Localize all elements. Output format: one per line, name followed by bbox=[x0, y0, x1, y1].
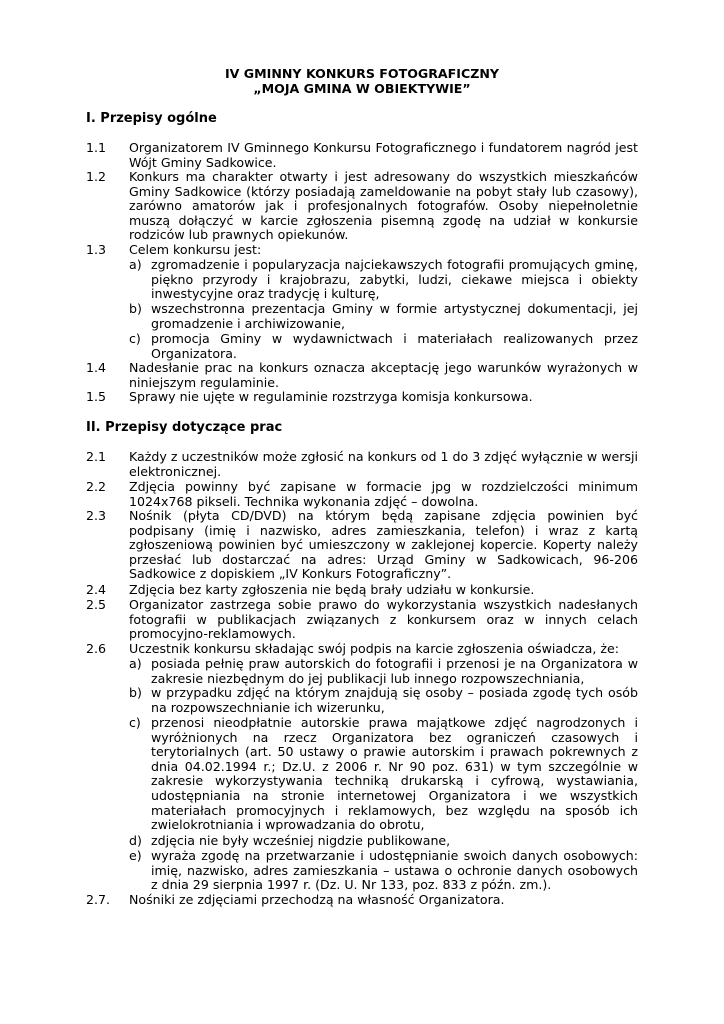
sub-item-text: zgromadzenie i popularyzacja najciekawszych fotografii promujących gminę, piękno przyrody i krajobrazu, zabytki, ludzi, ciekawe miejsca i obiekty inwestycyjne oraz tradycję i kulturę, bbox=[151, 257, 638, 302]
sub-item-letter: b) bbox=[129, 301, 142, 316]
list-item-1-1 bbox=[86, 141, 638, 170]
sub-item-text: promocja Gminy w wydawnictwach i materiałach realizowanych przez Organizatora. bbox=[151, 331, 638, 361]
list-item-2-4 bbox=[86, 583, 638, 598]
list-item-1-2 bbox=[86, 170, 638, 243]
sub-item-letter: a) bbox=[129, 257, 142, 272]
item-text: Organizatorem IV Gminnego Konkursu Fotograficznego i fundatorem nagród jest Wójt Gminy Sadkowice. bbox=[129, 140, 638, 170]
sub-item-2-6-d bbox=[129, 834, 638, 849]
section-1-heading: I. Przepisy ogólne bbox=[86, 111, 217, 126]
sub-item-text: wszechstronna prezentacja Gminy w formie artystycznej dokumentacji, jej gromadzenie i archiwizowanie, bbox=[151, 301, 638, 331]
document-title-line2: „MOJA GMINA W OBIEKTYWIE” bbox=[253, 81, 471, 96]
sub-item-text: posiada pełnię praw autorskich do fotografii i przenosi je na Organizatora w zakresie niezbędnym do jej publikacji lub innego rozpowszechniania, bbox=[151, 656, 638, 686]
item-number: 2.1 bbox=[86, 449, 107, 464]
section-2-heading: II. Przepisy dotyczące prac bbox=[86, 420, 283, 435]
list-item-1-3 bbox=[86, 243, 638, 258]
list-item-2-2 bbox=[86, 480, 638, 509]
item-number: 1.1 bbox=[86, 140, 107, 155]
sub-item-text: w przypadku zdjęć na którym znajdują się osoby – posiada zgodę tych osób na rozpowszechnianie ich wizerunku, bbox=[151, 685, 638, 715]
item-number: 2.2 bbox=[86, 479, 107, 494]
sub-item-1-3-a bbox=[129, 258, 638, 302]
item-number: 2.7. bbox=[86, 892, 111, 907]
item-text: Każdy z uczestników może zgłosić na konkurs od 1 do 3 zdjęć wyłącznie w wersji elektronicznej. bbox=[129, 449, 638, 479]
item-text: Uczestnik konkursu składając swój podpis na karcie zgłoszenia oświadcza, że: bbox=[129, 641, 619, 656]
sub-item-text: wyraża zgodę na przetwarzanie i udostępnianie swoich danych osobowych: imię, nazwisko, adres zamieszkania – ustawa o ochronie danych osobowych z dnia 29 sierpnia 1997 r. (Dz. U. Nr 133, poz. 833 z późn. zm.). bbox=[151, 848, 638, 893]
item-text: Sprawy nie ujęte w regulaminie rozstrzyga komisja konkursowa. bbox=[129, 389, 533, 404]
sub-item-letter: b) bbox=[129, 685, 142, 700]
sub-item-2-6-c bbox=[129, 716, 638, 833]
item-number: 1.4 bbox=[86, 360, 107, 375]
sub-item-text: zdjęcia nie były wcześniej nigdzie publikowane, bbox=[151, 833, 451, 848]
item-text: Konkurs ma charakter otwarty i jest adresowany do wszystkich mieszkańców Gminy Sadkowice (którzy posiadają zameldowanie na pobyt stały lub czasowy), zarówno amatorów jak i profesjonalnych fotografów. Osoby niepełnoletnie muszą dołączyć w karcie zgłoszenia pisemną zgodę na udział w konkursie rodziców lub prawnych opiekunów. bbox=[129, 169, 638, 243]
list-item-2-1 bbox=[86, 450, 638, 479]
item-number: 1.2 bbox=[86, 169, 107, 184]
list-item-2-3 bbox=[86, 509, 638, 582]
item-text: Celem konkursu jest: bbox=[129, 242, 262, 257]
item-number: 2.4 bbox=[86, 582, 107, 597]
list-item-2-5 bbox=[86, 598, 638, 642]
list-item-2-6 bbox=[86, 642, 638, 657]
item-text: Zdjęcia bez karty zgłoszenia nie będą brały udziału w konkursie. bbox=[129, 582, 535, 597]
item-number: 2.6 bbox=[86, 641, 107, 656]
item-text: Nadesłanie prac na konkurs oznacza akceptację jego warunków wyrażonych w niniejszym regulaminie. bbox=[129, 360, 638, 390]
list-item-1-4 bbox=[86, 361, 638, 390]
item-text: Organizator zastrzega sobie prawo do wykorzystania wszystkich nadesłanych fotografii w publikacjach związanych z konkursem oraz w innych celach promocyjno-reklamowych. bbox=[129, 597, 638, 642]
sub-item-letter: d) bbox=[129, 833, 142, 848]
list-item-1-5 bbox=[86, 390, 638, 405]
list-item-2-7 bbox=[86, 893, 638, 908]
item-number: 1.5 bbox=[86, 389, 107, 404]
sub-item-letter: c) bbox=[129, 331, 141, 346]
sub-item-2-6-b bbox=[129, 686, 638, 715]
document-title-line1: IV GMINNY KONKURS FOTOGRAFICZNY bbox=[224, 66, 500, 81]
item-text: Nośniki ze zdjęciami przechodzą na własność Organizatora. bbox=[129, 892, 505, 907]
item-number: 1.3 bbox=[86, 242, 107, 257]
sub-item-2-6-a bbox=[129, 657, 638, 686]
sub-item-letter: c) bbox=[129, 715, 141, 730]
sub-item-letter: a) bbox=[129, 656, 142, 671]
item-text: Zdjęcia powinny być zapisane w formacie jpg w rozdzielczości minimum 1024x768 pikseli. Technika wykonania zdjęć – dowolna. bbox=[129, 479, 638, 509]
sub-item-2-6-e bbox=[129, 849, 638, 893]
sub-item-text: przenosi nieodpłatnie autorskie prawa majątkowe zdjęć nagrodzonych i wyróżnionych na rzecz Organizatora bez ograniczeń czasowych i terytorialnych (art. 50 ustawy o prawie autorskim i prawach pokrewnych z dnia 04.02.1994 r.; Dz.U. z 2006 r. Nr 90 poz. 631) w tym szczególnie w zakresie wykorzystywania techniką drukarską i cyfrową, wystawiania, udostępniania na stronie internetowej Organizatora i we wszystkich materiałach promocyjnych i reklamowych, bez względu na sposób ich zwielokrotniania i wprowadzania do obrotu, bbox=[151, 715, 638, 833]
sub-item-1-3-c bbox=[129, 332, 638, 361]
item-number: 2.3 bbox=[86, 508, 107, 523]
sub-item-letter: e) bbox=[129, 848, 142, 863]
item-number: 2.5 bbox=[86, 597, 107, 612]
sub-item-1-3-b bbox=[129, 302, 638, 331]
item-text: Nośnik (płyta CD/DVD) na którym będą zapisane zdjęcia powinien być podpisany (imię i nazwisko, adres zamieszkania, telefon) i wraz z kartą zgłoszeniową powinien być umieszczony w zaklejonej kopercie. Koperty należy przesłać lub dostarczać na adres: Urząd Gminy w Sadkowicach, 96-206 Sadkowice z dopiskiem „IV Konkurs Fotograficzny”. bbox=[129, 508, 638, 582]
